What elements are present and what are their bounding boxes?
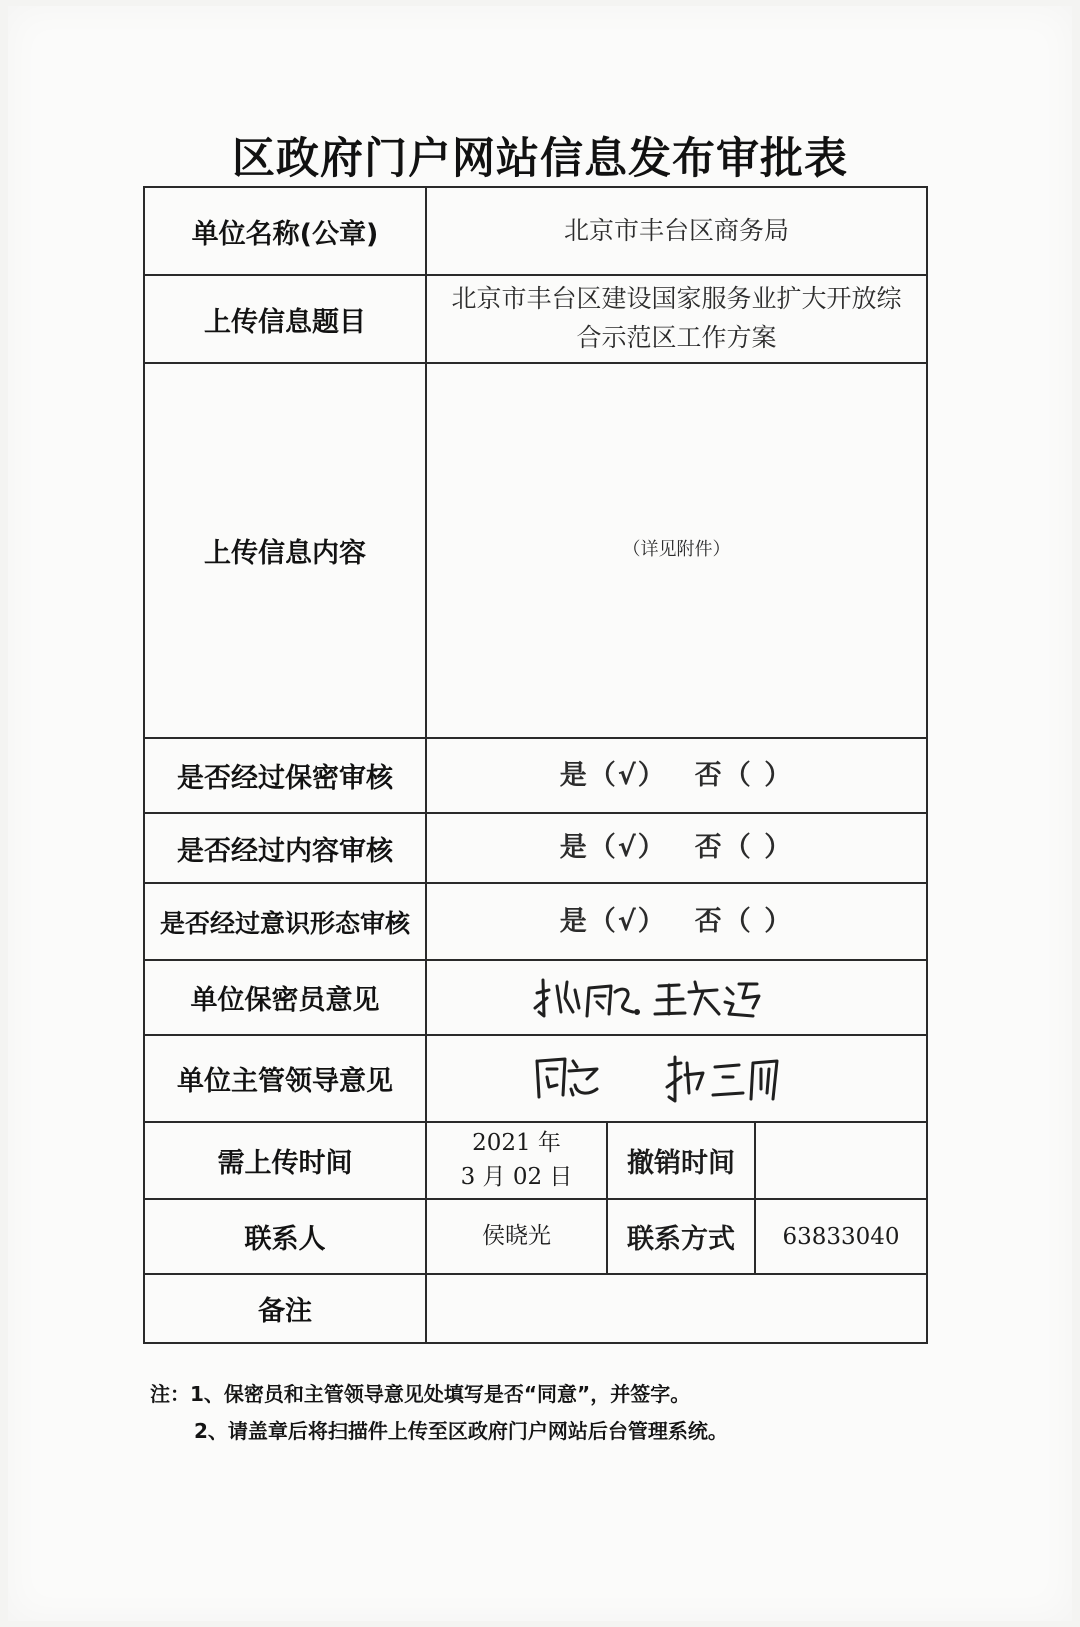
label-upload-time: 需上传时间 bbox=[145, 1123, 427, 1198]
row-info-content bbox=[145, 364, 926, 739]
label-revoke-time: 撤销时间 bbox=[606, 1123, 756, 1198]
row-contact bbox=[145, 1200, 926, 1275]
label-content-review: 是否经过内容审核 bbox=[145, 814, 427, 882]
label-secrecy-officer-opinion: 单位保密员意见 bbox=[145, 961, 427, 1034]
row-remarks bbox=[145, 1275, 926, 1342]
value-revoke-time bbox=[756, 1123, 926, 1198]
value-contact: 侯晓光 bbox=[482, 1222, 551, 1249]
value-upload-time bbox=[427, 1123, 606, 1198]
value-ideology-review bbox=[427, 884, 926, 959]
info-title-line1: 北京市丰台区建设国家服务业扩大开放综 bbox=[451, 284, 902, 314]
row-leader-opinion bbox=[145, 1036, 926, 1123]
secrecy-review-yes: 是（√） bbox=[559, 759, 667, 791]
label-info-title: 上传信息题目 bbox=[145, 276, 427, 362]
content-review-no: 否（ ） bbox=[694, 832, 794, 864]
signature-leader bbox=[427, 1036, 926, 1121]
handwritten-signature-secrecy-officer bbox=[527, 968, 827, 1028]
value-info-content: （详见附件） bbox=[622, 539, 731, 561]
row-unit-name bbox=[145, 188, 926, 276]
row-upload-time bbox=[145, 1123, 926, 1200]
secrecy-review-no: 否（ ） bbox=[694, 759, 794, 791]
approval-form-table bbox=[143, 186, 928, 1344]
info-title-line2: 合示范区工作方案 bbox=[576, 323, 777, 352]
footnote-2: 2、请盖章后将扫描件上传至区政府门户网站后台管理系统。 bbox=[194, 1419, 728, 1443]
handwritten-signature-leader bbox=[527, 1049, 827, 1109]
label-leader-opinion: 单位主管领导意见 bbox=[145, 1036, 427, 1121]
ideology-review-yes: 是（√） bbox=[559, 905, 667, 937]
ideology-review-no: 否（ ） bbox=[694, 905, 794, 937]
row-content-review bbox=[145, 814, 926, 884]
signature-secrecy-officer bbox=[427, 961, 926, 1034]
upload-month-day: 3 月 02 日 bbox=[460, 1163, 573, 1190]
label-secrecy-review: 是否经过保密审核 bbox=[145, 739, 427, 812]
value-unit-name: 北京市丰台区商务局 bbox=[563, 216, 789, 245]
label-contact-method: 联系方式 bbox=[606, 1200, 756, 1273]
footnotes bbox=[150, 1376, 950, 1450]
value-info-title bbox=[427, 276, 926, 362]
content-review-yes: 是（√） bbox=[559, 832, 667, 864]
row-secrecy-officer-opinion bbox=[145, 961, 926, 1036]
value-content-review bbox=[427, 814, 926, 882]
value-remarks bbox=[427, 1275, 926, 1342]
value-contact-method: 63833040 bbox=[782, 1223, 900, 1250]
value-secrecy-review bbox=[427, 739, 926, 812]
label-contact: 联系人 bbox=[145, 1200, 427, 1273]
row-info-title bbox=[145, 276, 926, 364]
row-secrecy-review bbox=[145, 739, 926, 814]
label-remarks: 备注 bbox=[145, 1275, 427, 1342]
footnote-1: 注：1、保密员和主管领导意见处填写是否“同意”，并签字。 bbox=[150, 1382, 691, 1406]
row-ideology-review bbox=[145, 884, 926, 961]
form-title: 区政府门户网站信息发布审批表 bbox=[232, 134, 848, 184]
label-ideology-review: 是否经过意识形态审核 bbox=[145, 884, 427, 959]
upload-year: 2021 年 bbox=[472, 1130, 561, 1157]
label-unit-name: 单位名称(公章) bbox=[145, 188, 427, 274]
label-info-content: 上传信息内容 bbox=[145, 364, 427, 737]
